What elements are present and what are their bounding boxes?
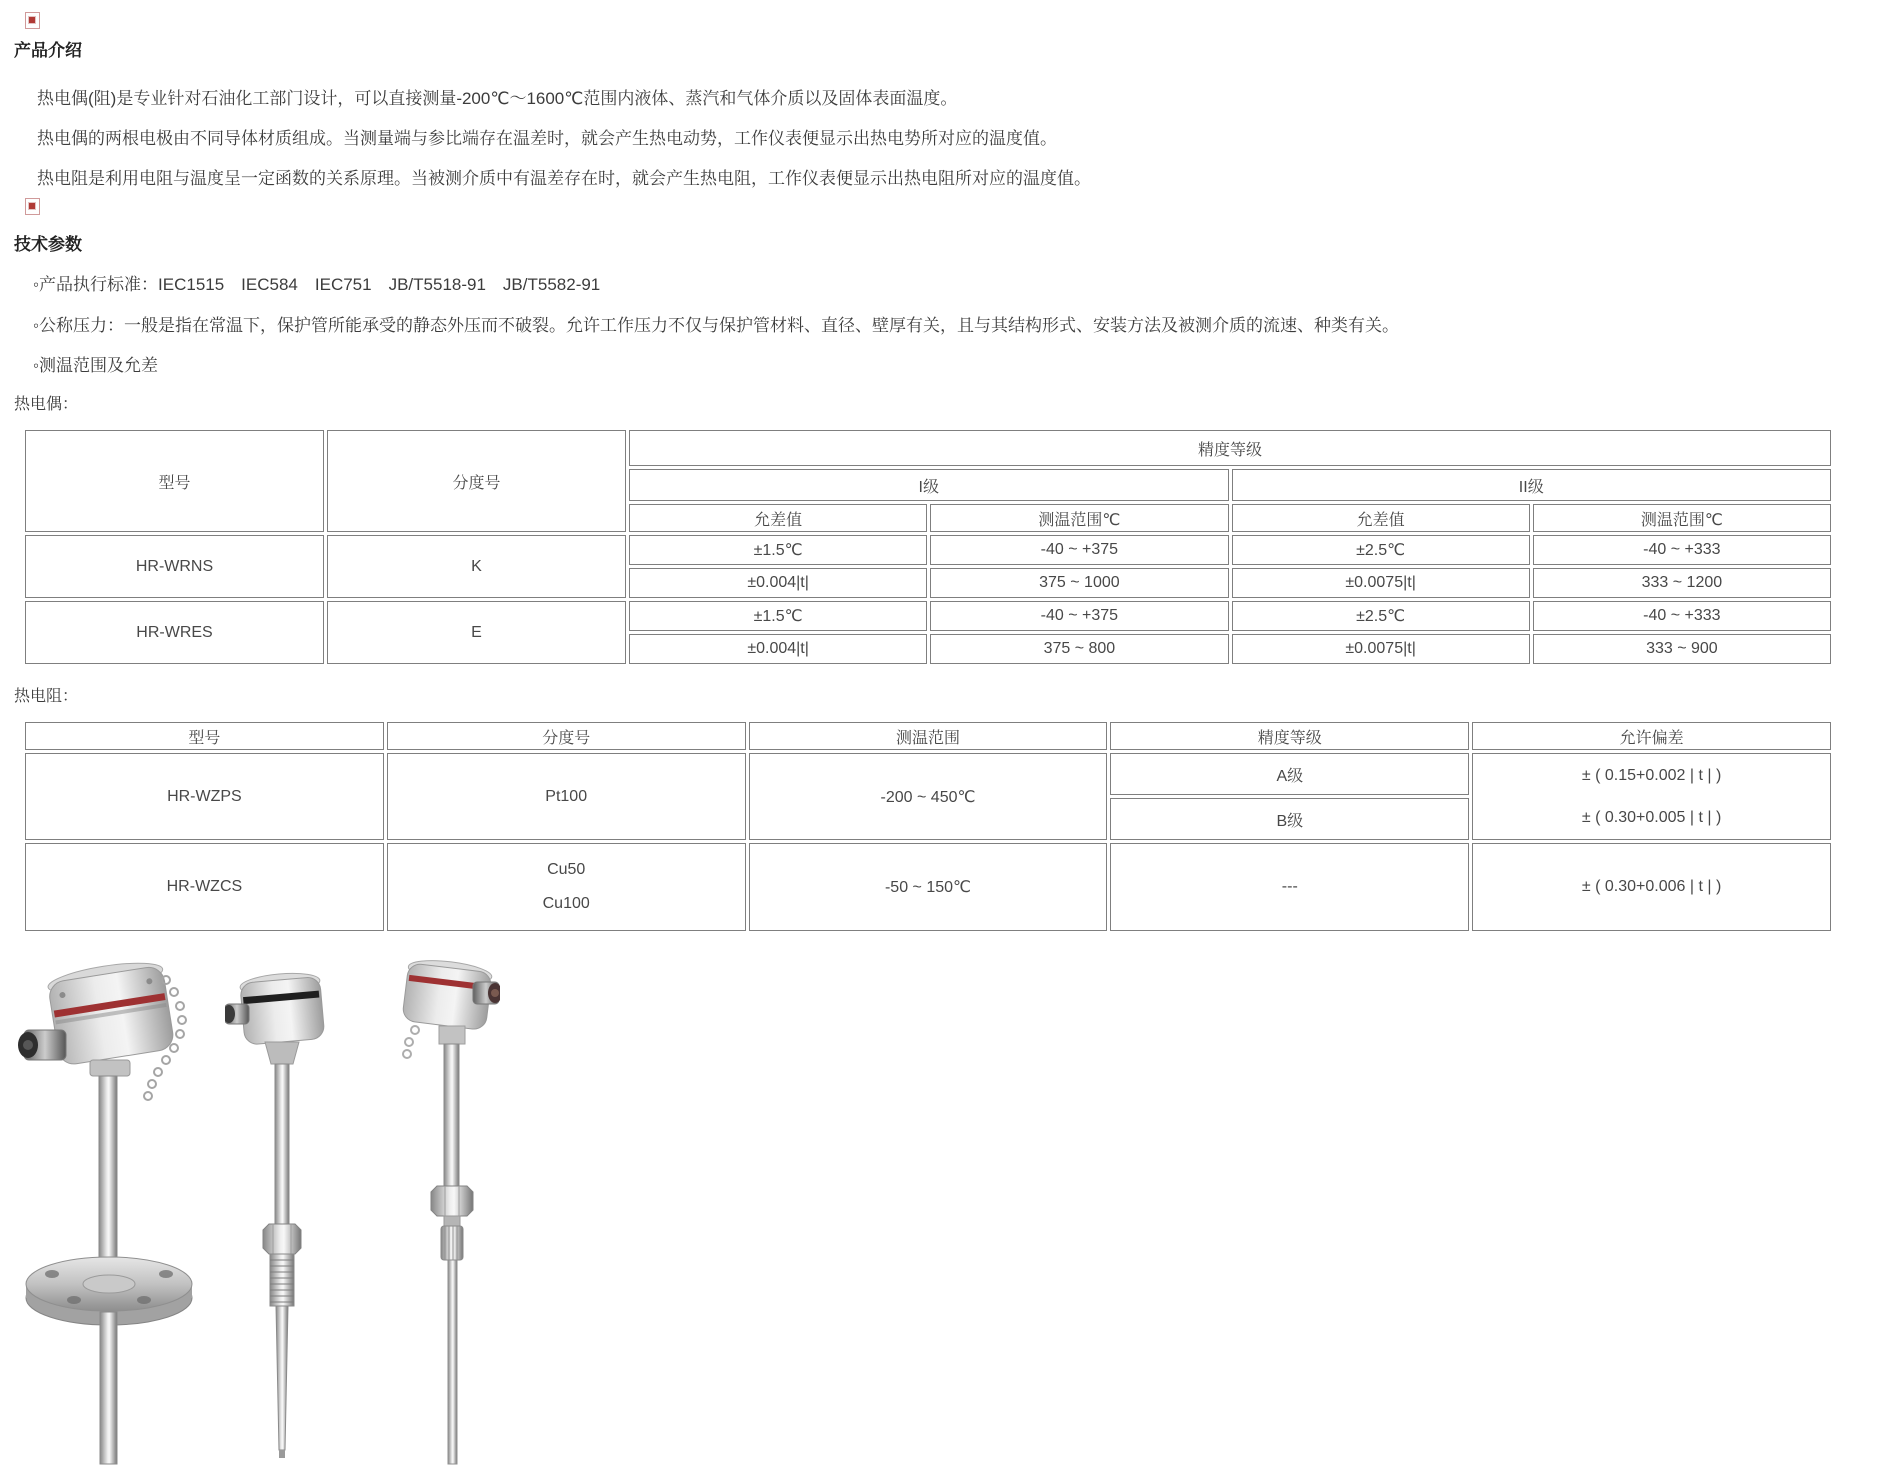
thermocouple-spec-table <box>22 427 1834 667</box>
tc-header-model: 型号 <box>25 430 324 532</box>
section-title-product-intro: 产品介绍 <box>14 41 82 60</box>
rtd-tolerance-b: ± ( 0.30+0.005 | t | ) <box>1581 808 1722 826</box>
section-title-tech-params: 技术参数 <box>14 235 82 254</box>
rtd-cell-index: Pt100 <box>387 753 746 840</box>
tc-header-tolerance-2: 允差值 <box>1232 504 1530 532</box>
tc-cell-tolerance: ±1.5℃ <box>629 535 927 565</box>
tc-cell-range: 375 ~ 1000 <box>930 568 1228 598</box>
tc-cell-tolerance: ±0.004|t| <box>629 568 927 598</box>
flanged-thermocouple-photo <box>14 952 194 1467</box>
tc-cell-range: -40 ~ +375 <box>930 601 1228 631</box>
intro-paragraph-2: 热电偶的两根电极由不同导体材质组成。当测量端与参比端存在温差时，就会产生热电动势，工作仪表便显示出热电势所对应的温度值。 <box>37 129 1057 148</box>
rtd-header-model: 型号 <box>25 722 384 750</box>
threaded-thermocouple-photo <box>395 952 500 1467</box>
tc-cell-tolerance: ±2.5℃ <box>1232 601 1530 631</box>
tc-cell-range: 333 ~ 1200 <box>1533 568 1831 598</box>
rtd-cell-index <box>387 843 746 931</box>
tc-cell-range: -40 ~ +333 <box>1533 601 1831 631</box>
intro-paragraph-3: 热电阻是利用电阻与温度呈一定函数的关系原理。当被测介质中有温差存在时，就会产生热电阻，工作仪表便显示出热电阻所对应的温度值。 <box>37 169 1091 188</box>
rtd-cell-grade-a: A级 <box>1110 753 1469 795</box>
rtd-cell-tolerance: ± ( 0.30+0.006 | t | ) <box>1472 843 1831 931</box>
rtd-cell-grade: --- <box>1110 843 1469 931</box>
tc-cell-range: -40 ~ +333 <box>1533 535 1831 565</box>
rtd-tolerance-a: ± ( 0.15+0.002 | t | ) <box>1581 766 1722 784</box>
tech-bullet-pressure: ◦公称压力：一般是指在常温下，保护管所能承受的静态外压而不破裂。允许工作压力不仅与保护管材料、直径、壁厚有关，且与其结构形式、安装方法及被测介质的流速、种类有关。 <box>33 316 1400 335</box>
rtd-spec-table <box>22 719 1834 934</box>
tc-cell-tolerance: ±2.5℃ <box>1232 535 1530 565</box>
rtd-header-accuracy: 精度等级 <box>1110 722 1469 750</box>
product-photos <box>14 952 1872 1467</box>
rtd-cell-model: HR-WZPS <box>25 753 384 840</box>
tc-header-range-1: 测温范围℃ <box>930 504 1228 532</box>
thermocouple-table-label: 热电偶： <box>14 396 79 413</box>
tc-cell-model: HR-WRNS <box>25 535 324 598</box>
tc-header-tolerance-1: 允差值 <box>629 504 927 532</box>
tc-cell-tolerance: ±1.5℃ <box>629 601 927 631</box>
tc-cell-tolerance: ±0.004|t| <box>629 634 927 664</box>
tech-bullet-range: ◦测温范围及允差 <box>33 356 159 375</box>
tc-header-index: 分度号 <box>327 430 626 532</box>
tc-header-accuracy: 精度等级 <box>629 430 1831 466</box>
rtd-cell-range: -50 ~ 150℃ <box>749 843 1108 931</box>
rtd-table-label: 热电阻： <box>14 688 79 705</box>
tc-cell-range: 333 ~ 900 <box>1533 634 1831 664</box>
rtd-header-tolerance: 允许偏差 <box>1472 722 1831 750</box>
tc-cell-index: E <box>327 601 626 664</box>
tech-bullet-standards: ◦产品执行标准：IEC1515 IEC584 IEC751 JB/T5518-91 JB/T5582-91 <box>33 275 601 294</box>
broken-image-icon <box>25 12 40 29</box>
rtd-index-line-2: Cu100 <box>542 895 590 912</box>
tc-header-grade-1: I级 <box>629 469 1229 501</box>
rtd-cell-tolerance <box>1472 753 1831 840</box>
tc-cell-index: K <box>327 535 626 598</box>
tc-header-range-2: 测温范围℃ <box>1533 504 1831 532</box>
tc-cell-range: 375 ~ 800 <box>930 634 1228 664</box>
tc-cell-tolerance: ±0.0075|t| <box>1232 634 1530 664</box>
tc-header-grade-2: II级 <box>1232 469 1832 501</box>
rtd-cell-grade-b: B级 <box>1110 798 1469 840</box>
rtd-cell-range: -200 ~ 450℃ <box>749 753 1108 840</box>
tapered-thermocouple-photo <box>225 952 330 1467</box>
rtd-cell-model: HR-WZCS <box>25 843 384 931</box>
broken-image-icon <box>25 198 40 215</box>
tc-cell-range: -40 ~ +375 <box>930 535 1228 565</box>
intro-paragraph-1: 热电偶(阻)是专业针对石油化工部门设计，可以直接测量-200℃～1600℃范围内液体、蒸汽和气体介质以及固体表面温度。 <box>37 89 958 108</box>
tc-cell-model: HR-WRES <box>25 601 324 664</box>
rtd-index-line-1: Cu50 <box>547 861 586 878</box>
rtd-header-range: 测温范围 <box>749 722 1108 750</box>
rtd-header-index: 分度号 <box>387 722 746 750</box>
tc-cell-tolerance: ±0.0075|t| <box>1232 568 1530 598</box>
